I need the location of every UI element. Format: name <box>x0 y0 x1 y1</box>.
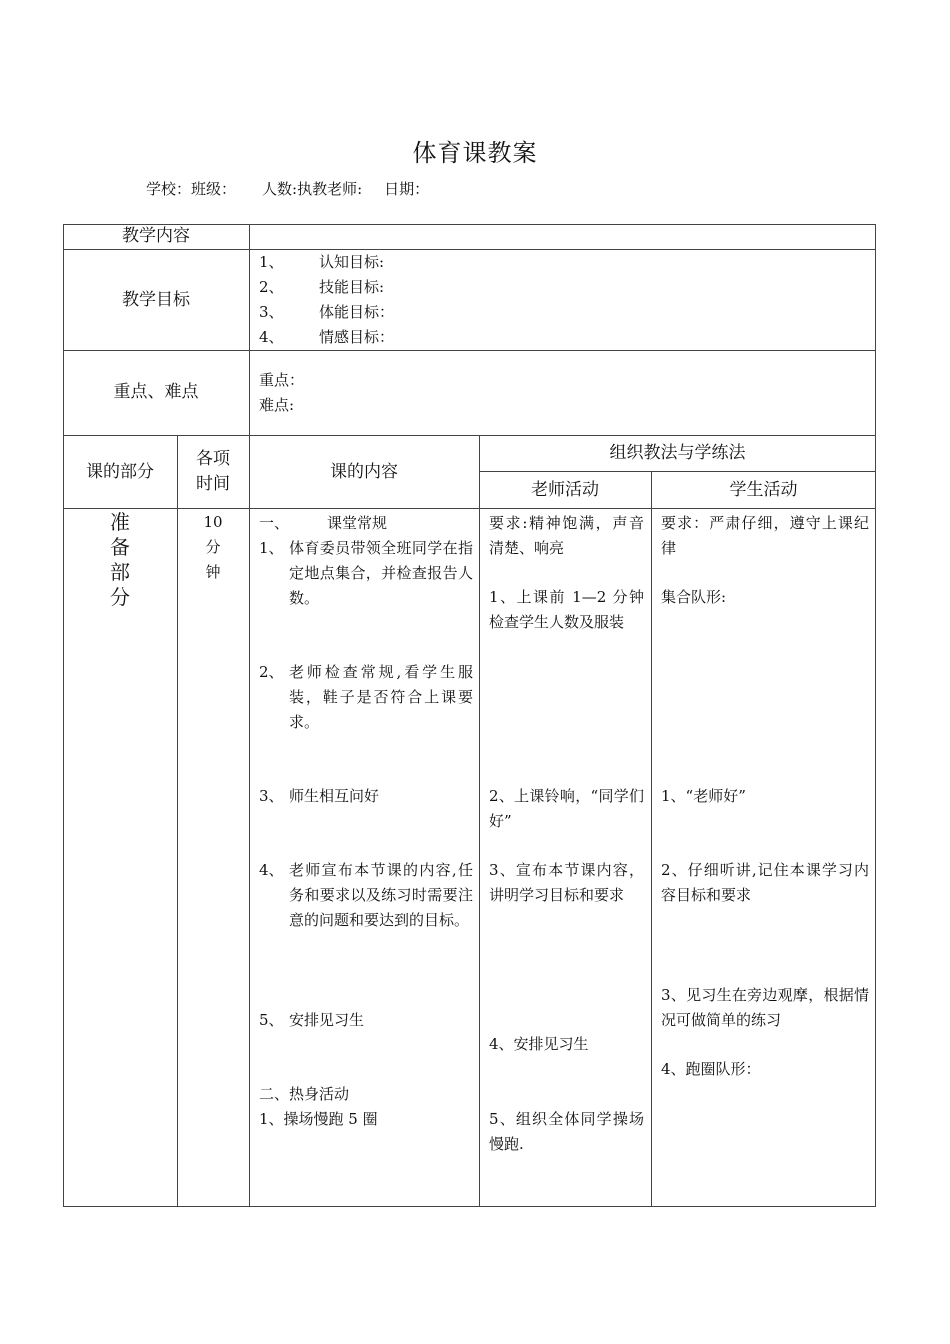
row-divider <box>63 508 876 509</box>
teacher-activity: 5、组织全体同学操场慢跑. <box>489 1110 644 1153</box>
part-time: 10 分 钟 <box>203 513 223 581</box>
goals-list <box>259 250 859 350</box>
key-point: 重点： <box>259 371 305 389</box>
count-label: 人数: <box>262 180 298 198</box>
student-activity: 3、见习生在旁边观摩，根据情况可做简单的练习 <box>661 986 869 1029</box>
difficult-point: 难点: <box>259 396 295 414</box>
teacher-label: 执教老师: <box>297 180 363 198</box>
student-requirement: 要求：严肃仔细，遵守上课纪律 <box>661 514 869 557</box>
page-title: 体育课教案 <box>412 139 538 167</box>
class-label: 班级： <box>191 180 237 198</box>
header-part: 课的部分 <box>86 462 154 482</box>
goals-label: 教学目标 <box>122 290 190 310</box>
header-content: 课的内容 <box>330 462 398 482</box>
goal-item: 2、 技能目标: <box>259 278 385 296</box>
content-heading-routine: 一、 课堂常规 <box>259 514 388 532</box>
header-student: 学生活动 <box>729 480 798 500</box>
goal-item: 1、 认知目标: <box>259 253 385 271</box>
content-label: 教学内容 <box>122 226 190 246</box>
column-divider <box>479 435 480 1207</box>
keypoints-label: 重点、难点 <box>113 382 199 402</box>
row-divider <box>63 350 876 351</box>
date-label: 日期： <box>384 180 430 198</box>
school-label: 学校： <box>146 180 192 198</box>
teacher-activity: 4、安排见习生 <box>489 1035 589 1053</box>
table-border-right <box>875 224 876 1207</box>
lesson-plan-table <box>63 224 876 1207</box>
goal-item: 4、 情感目标： <box>259 328 395 346</box>
header-methods: 组织教法与学练法 <box>609 443 746 463</box>
content-item: 2、 老师检查常规,看学生服装，鞋子是否符合上课要求。 <box>259 663 473 731</box>
content-item: 4、 老师宣布本节课的内容,任务和要求以及练习时需要注意的问题和要达到的目标。 <box>259 861 473 929</box>
student-activity: 1、“老师好” <box>661 787 746 805</box>
teacher-activity: 1、上课前 1—2 分钟检查学生人数及服装 <box>489 588 644 631</box>
header-time-line1: 各项 <box>196 449 230 469</box>
content-heading-warmup: 二、热身活动 <box>259 1085 350 1103</box>
header-time-line2: 时间 <box>196 474 230 494</box>
student-activity: 2、仔细听讲,记住本课学习内容目标和要求 <box>661 861 869 904</box>
column-divider <box>249 224 250 1207</box>
teacher-activity: 2、上课铃响，“同学们好” <box>489 787 644 830</box>
lesson-meta <box>146 178 429 199</box>
content-item: 5、 安排见习生 <box>259 1011 365 1029</box>
content-item: 1、 体育委员带领全班同学在指定地点集合，并检查报告人数。 <box>259 539 473 607</box>
student-formation: 集合队形: <box>661 588 727 606</box>
row-divider <box>63 435 876 436</box>
table-border-left <box>63 224 64 1207</box>
header-teacher: 老师活动 <box>531 480 599 500</box>
table-border-bottom <box>63 1206 876 1207</box>
content-item: 1、操场慢跑 5 圈 <box>259 1110 378 1128</box>
teacher-activity: 3、宣布本节课内容，讲明学习目标和要求 <box>489 861 644 904</box>
content-item: 3、 师生相互问好 <box>259 787 380 805</box>
part-name: 准 备 部 分 <box>110 510 130 609</box>
goal-item: 3、 体能目标： <box>259 303 395 321</box>
row-divider <box>479 471 876 472</box>
column-divider <box>651 471 652 1207</box>
student-activity: 4、跑圈队形： <box>661 1060 761 1078</box>
teacher-requirement: 要求:精神饱满，声音清楚、响亮 <box>489 514 644 557</box>
